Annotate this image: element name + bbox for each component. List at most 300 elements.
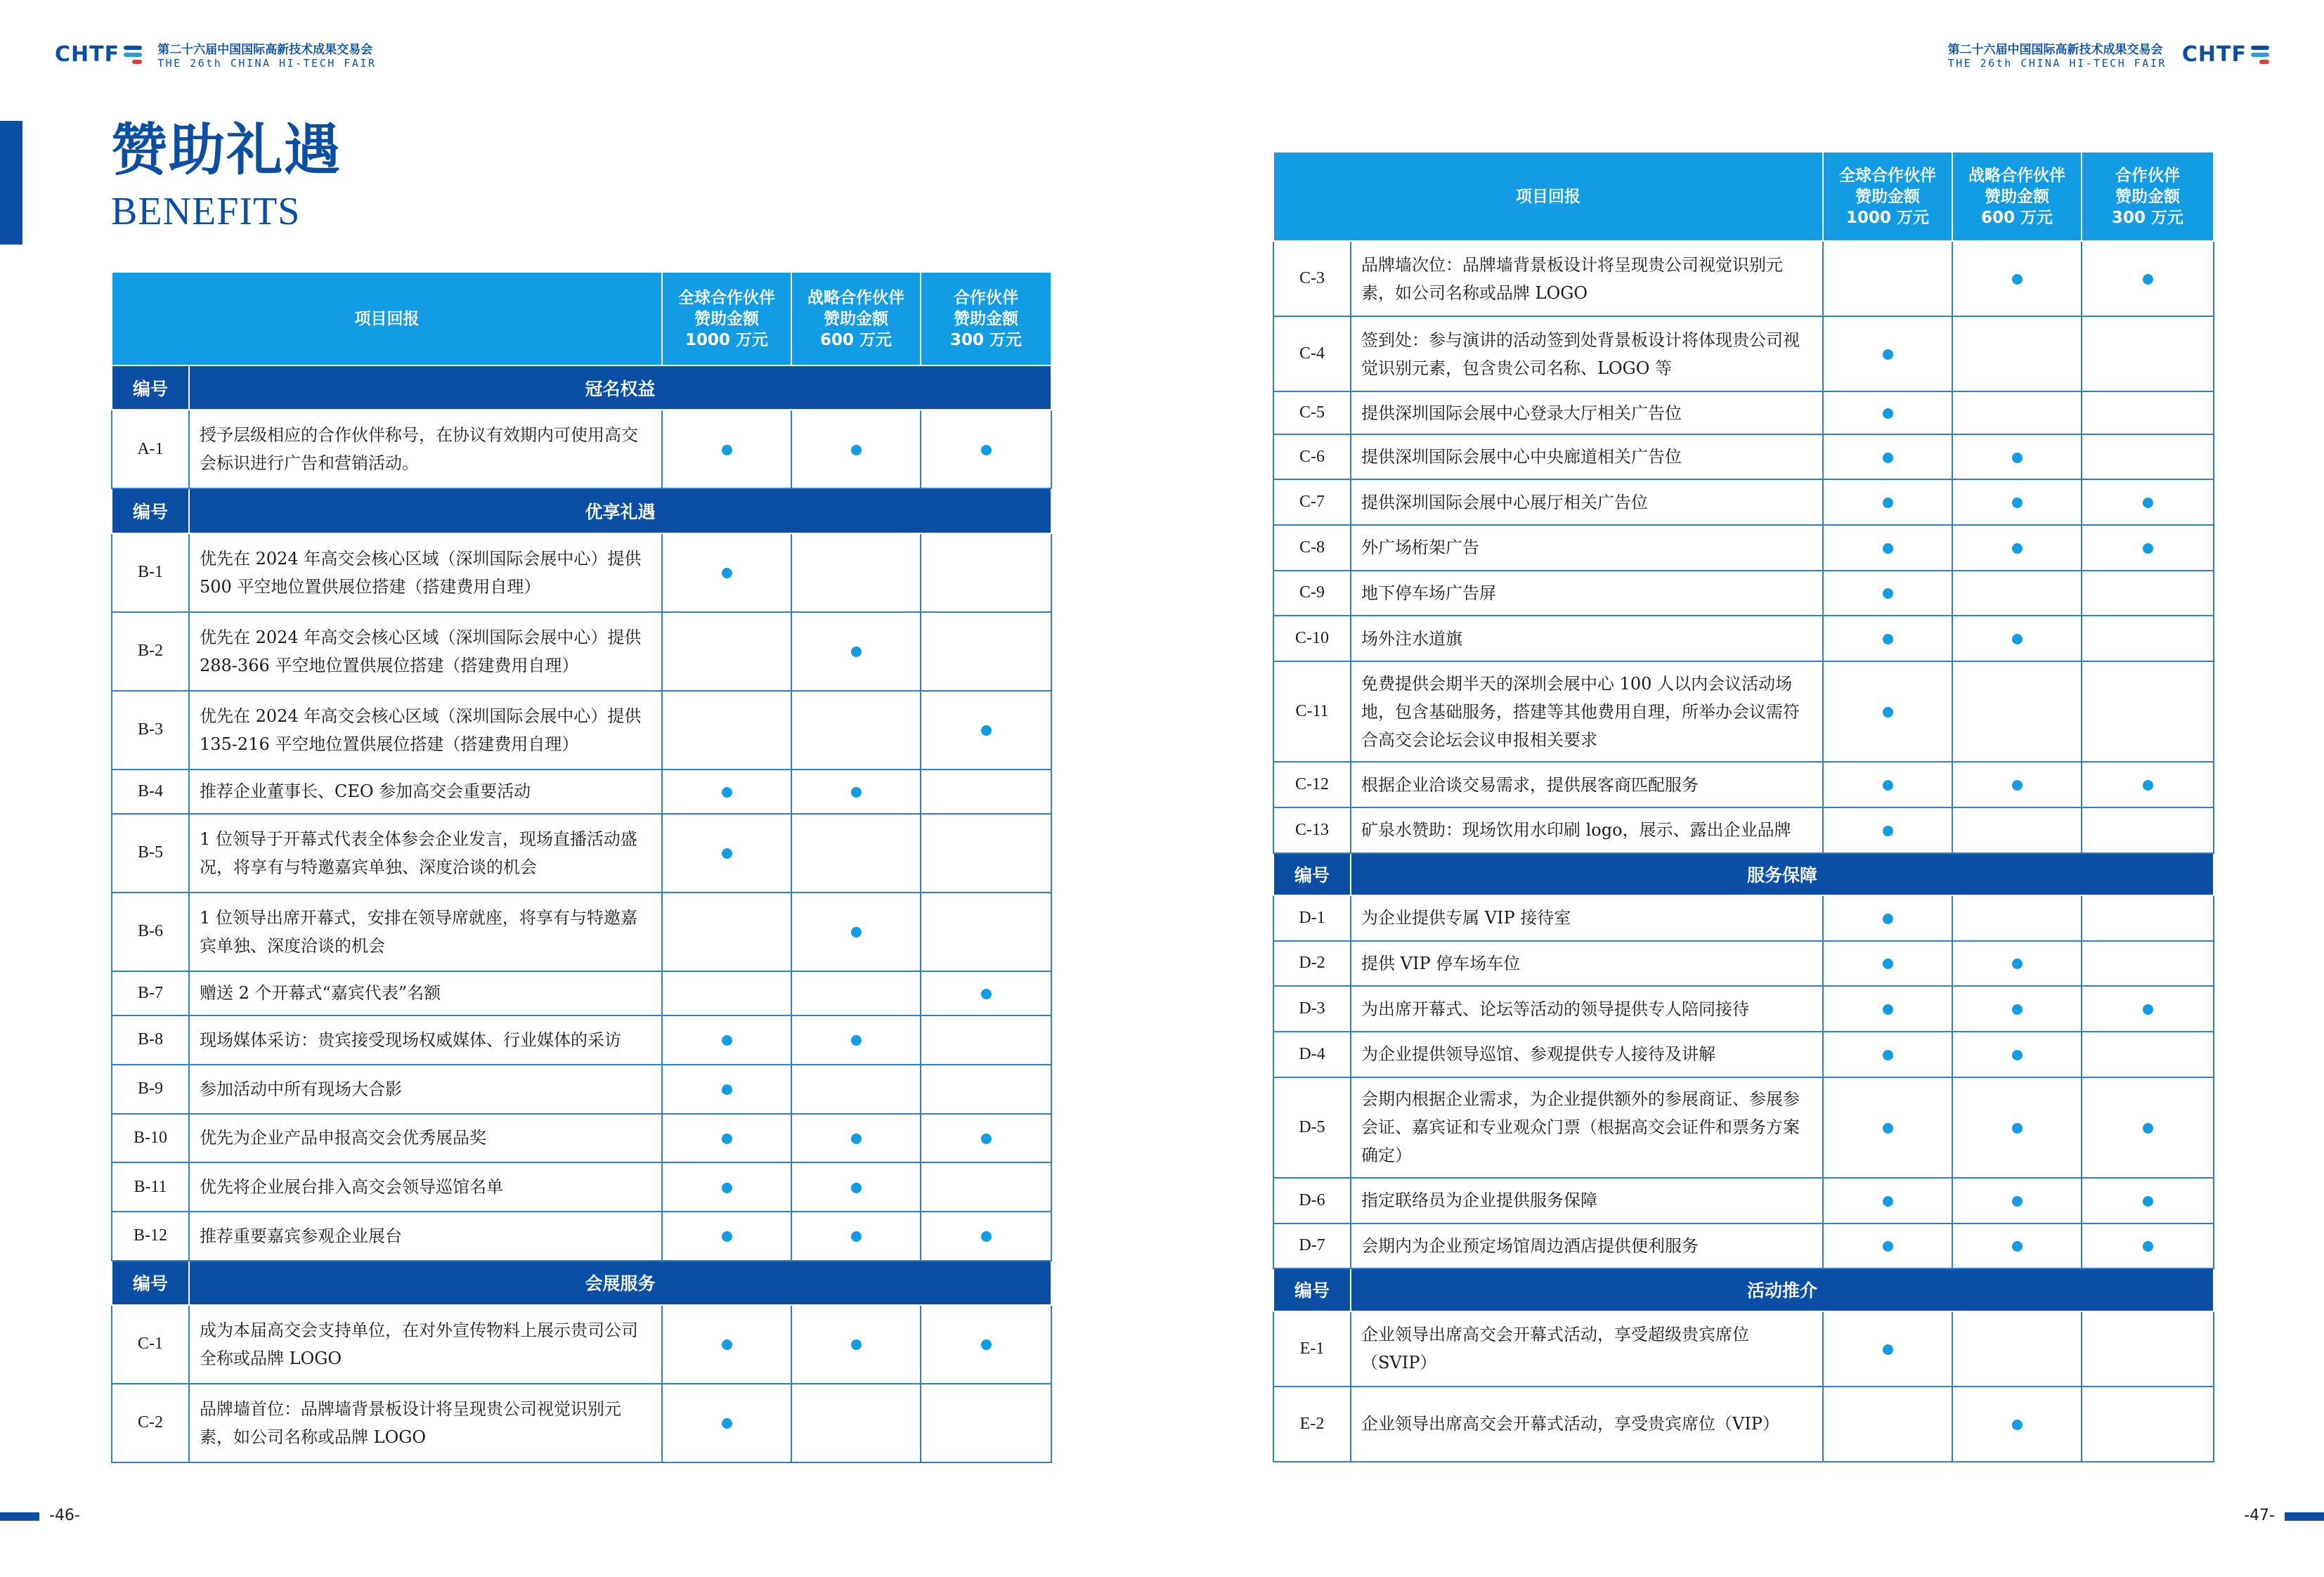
tier-3-cell — [921, 1015, 1051, 1065]
table-row — [112, 1114, 1051, 1163]
item-code: B-3 — [112, 691, 189, 770]
table-row — [1273, 241, 2214, 316]
bullet-icon — [981, 1231, 992, 1242]
tier-2-cell — [1952, 1311, 2082, 1387]
item-description: 会期内根据企业需求，为企业提供额外的参展商证、参展参会证、嘉宾证和专业观众门票（根据高交会证件和票务方案确定） — [1351, 1077, 1823, 1178]
item-code: C-11 — [1273, 661, 1351, 762]
left-page-bar — [0, 1512, 39, 1521]
table-row — [1273, 762, 2214, 807]
table-row — [1273, 986, 2214, 1032]
tier-1-cell — [662, 1305, 791, 1384]
tier-1-cell — [1823, 762, 1952, 807]
tier-1-cell — [1823, 941, 1952, 987]
item-description: 品牌墙次位：品牌墙背景板设计将呈现贵公司视觉识别元素，如公司名称或品牌 LOGO — [1351, 241, 1823, 316]
tier-2-cell — [791, 533, 921, 612]
bullet-icon — [851, 1035, 862, 1046]
header-tier-2: 战略合作伙伴 赞助金额 600 万元 — [791, 272, 921, 365]
tier-1-cell — [1823, 1224, 1952, 1269]
table-row — [112, 1065, 1051, 1114]
tier-2-cell — [791, 612, 921, 691]
bullet-icon — [1883, 1050, 1893, 1060]
item-code: D-4 — [1273, 1032, 1351, 1077]
item-description: 免费提供会期半天的深圳会展中心 100 人以内会议活动场地，包含基础服务，搭建等其他费用自理，所举办会议需符合高交会论坛会议申报相关要求 — [1351, 661, 1823, 762]
benefits-table-right — [1273, 151, 2214, 1462]
bullet-icon — [1883, 826, 1893, 836]
table-row — [112, 1305, 1051, 1384]
item-description: 1 位领导出席开幕式，安排在领导席就座，将享有与特邀嘉宾单独、深度洽谈的机会 — [189, 893, 662, 971]
tier-1-cell — [1823, 391, 1952, 434]
item-code: B-11 — [112, 1162, 189, 1212]
tier-1-cell — [1823, 434, 1952, 480]
fair-name-cn: 第二十六届中国国际高新技术成果交易会 — [157, 43, 373, 57]
tier-3-cell — [2082, 941, 2214, 987]
bullet-icon — [1883, 959, 1893, 969]
tier-2-cell — [1952, 241, 2082, 316]
bullet-icon — [722, 1231, 732, 1242]
tier-2-cell — [1952, 391, 2082, 434]
bullet-icon — [2143, 1196, 2153, 1207]
header-item: 项目回报 — [112, 272, 662, 365]
bullet-icon — [851, 647, 862, 657]
bullet-icon — [1883, 1344, 1893, 1355]
section-code-label: 编号 — [112, 488, 189, 533]
bullet-icon — [2143, 543, 2153, 554]
item-description: 指定联络员为企业提供服务保障 — [1351, 1178, 1823, 1224]
item-code: D-2 — [1273, 941, 1351, 987]
item-description: 会期内为企业预定场馆周边酒店提供便利服务 — [1351, 1224, 1823, 1269]
tier-3-cell — [2082, 241, 2214, 316]
bullet-icon — [722, 1183, 732, 1193]
tier-1-cell — [1823, 616, 1952, 661]
tier-1-cell — [662, 612, 791, 691]
item-description: 优先为企业产品申报高交会优秀展品奖 — [189, 1114, 662, 1163]
tier-2-cell — [1952, 571, 2082, 616]
tier-1-cell — [1823, 1387, 1952, 1462]
tier-2-cell — [791, 1305, 921, 1384]
item-description: 提供深圳国际会展中心登录大厅相关广告位 — [1351, 391, 1823, 434]
tier-3-cell — [921, 1162, 1051, 1212]
bullet-icon — [2012, 1050, 2023, 1060]
bullet-icon — [1883, 453, 1893, 463]
tier-3-cell — [921, 1065, 1051, 1114]
item-code: B-10 — [112, 1114, 189, 1163]
tier-3-cell — [921, 1212, 1051, 1261]
tier-3-cell — [2082, 1032, 2214, 1077]
tier-3-cell — [2082, 895, 2214, 941]
section-header-row — [1273, 853, 2214, 896]
table-row — [112, 1384, 1051, 1462]
item-description: 优先在 2024 年高交会核心区域（深圳国际会展中心）提供135-216 平空地位置供展位搭建（搭建费用自理） — [189, 691, 662, 770]
tier-3-cell — [2082, 1224, 2214, 1269]
bullet-icon — [722, 568, 732, 578]
table-header-row — [112, 272, 1051, 365]
tier-1-cell — [662, 814, 791, 893]
tier-2-cell — [1952, 1224, 2082, 1269]
tier-2-cell — [1952, 986, 2082, 1032]
bullet-icon — [1883, 634, 1893, 644]
tier-3-cell — [2082, 1387, 2214, 1462]
item-code: B-9 — [112, 1065, 189, 1114]
section-header-row — [112, 365, 1051, 410]
item-code: D-3 — [1273, 986, 1351, 1032]
tier-1-cell — [662, 533, 791, 612]
bullet-icon — [1883, 498, 1893, 508]
item-code: C-12 — [1273, 762, 1351, 807]
item-code: B-1 — [112, 533, 189, 612]
bullet-icon — [2012, 274, 2023, 285]
table-row — [1273, 895, 2214, 941]
section-title: 冠名权益 — [189, 365, 1051, 410]
header-item: 项目回报 — [1273, 152, 1823, 241]
tier-3-cell — [2082, 316, 2214, 391]
bullet-icon — [1883, 349, 1893, 360]
section-title: 服务保障 — [1351, 853, 2214, 896]
tier-1-cell — [1823, 479, 1952, 525]
item-code: D-5 — [1273, 1077, 1351, 1178]
table-row — [112, 1162, 1051, 1212]
section-title: 优享礼遇 — [189, 488, 1051, 533]
tier-1-cell — [1823, 241, 1952, 316]
tier-3-cell — [2082, 616, 2214, 661]
bullet-icon — [2143, 498, 2153, 508]
tier-2-cell — [1952, 1178, 2082, 1224]
bullet-icon — [851, 1339, 862, 1350]
bullet-icon — [851, 1183, 862, 1193]
item-description: 提供深圳国际会展中心中央廊道相关广告位 — [1351, 434, 1823, 480]
bullet-icon — [722, 1134, 732, 1144]
table-row — [1273, 434, 2214, 480]
item-code: C-8 — [1273, 525, 1351, 571]
table-row — [112, 971, 1051, 1015]
bullet-icon — [2012, 634, 2023, 644]
tier-3-cell — [921, 814, 1051, 893]
table-row — [1273, 1077, 2214, 1178]
tier-1-cell — [662, 971, 791, 1015]
bullet-icon — [851, 445, 862, 455]
section-header-row — [112, 1261, 1051, 1305]
item-description: 推荐重要嘉宾参观企业展台 — [189, 1212, 662, 1261]
item-code: C-3 — [1273, 241, 1351, 316]
table-row — [1273, 807, 2214, 853]
item-description: 场外注水道旗 — [1351, 616, 1823, 661]
tier-1-cell — [662, 410, 791, 488]
page-title-en: BENEFITS — [111, 190, 301, 233]
bullet-icon — [722, 848, 732, 859]
tier-1-cell — [1823, 1032, 1952, 1077]
item-description: 1 位领导于开幕式代表全体参会企业发言，现场直播活动盛况，将享有与特邀嘉宾单独、深度洽谈的机会 — [189, 814, 662, 893]
bullet-icon — [2143, 1004, 2153, 1015]
table-row — [1273, 571, 2214, 616]
item-code: E-2 — [1273, 1387, 1351, 1462]
item-code: D-7 — [1273, 1224, 1351, 1269]
bullet-icon — [981, 1339, 992, 1350]
tier-2-cell — [1952, 1387, 2082, 1462]
tier-3-cell — [921, 1305, 1051, 1384]
table-row — [1273, 1311, 2214, 1387]
tier-3-cell — [2082, 661, 2214, 762]
item-description: 提供深圳国际会展中心展厅相关广告位 — [1351, 479, 1823, 525]
tier-3-cell — [2082, 525, 2214, 571]
item-description: 外广场桁架广告 — [1351, 525, 1823, 571]
tier-1-cell — [662, 893, 791, 971]
right-page-number: -47- — [2244, 1507, 2275, 1524]
bullet-icon — [722, 1339, 732, 1350]
bullet-icon — [981, 725, 992, 736]
table-row — [1273, 1032, 2214, 1077]
tier-2-cell — [791, 814, 921, 893]
bullet-icon — [2012, 1420, 2023, 1430]
table-row — [112, 410, 1051, 488]
bullet-icon — [2012, 453, 2023, 463]
left-page-number: -46- — [49, 1507, 80, 1524]
tier-2-cell — [791, 1114, 921, 1163]
item-code: B-8 — [112, 1015, 189, 1065]
tier-3-cell — [2082, 1178, 2214, 1224]
bullet-icon — [2012, 498, 2023, 508]
item-code: C-1 — [112, 1305, 189, 1384]
table-row — [1273, 391, 2214, 434]
tier-2-cell — [1952, 316, 2082, 391]
item-description: 优先将企业展台排入高交会领导巡馆名单 — [189, 1162, 662, 1212]
item-description: 地下停车场广告屏 — [1351, 571, 1823, 616]
bullet-icon — [1883, 780, 1893, 791]
tier-3-cell — [921, 691, 1051, 770]
tier-2-cell — [1952, 479, 2082, 525]
bullet-icon — [851, 787, 862, 798]
tier-2-cell — [791, 1065, 921, 1114]
bullet-icon — [2012, 1241, 2023, 1252]
table-row — [112, 691, 1051, 770]
section-header-row — [1273, 1268, 2214, 1311]
tier-1-cell — [1823, 807, 1952, 853]
item-code: C-2 — [112, 1384, 189, 1462]
item-description: 品牌墙首位：品牌墙背景板设计将呈现贵公司视觉识别元素，如公司名称或品牌 LOGO — [189, 1384, 662, 1462]
item-code: B-7 — [112, 971, 189, 1015]
tier-1-cell — [1823, 986, 1952, 1032]
tier-1-cell — [662, 1015, 791, 1065]
tier-2-cell — [1952, 661, 2082, 762]
bullet-icon — [722, 1418, 732, 1429]
tier-2-cell — [791, 971, 921, 1015]
bullet-icon — [981, 445, 992, 455]
header-tier-3: 合作伙伴 赞助金额 300 万元 — [921, 272, 1051, 365]
tier-2-cell — [1952, 807, 2082, 853]
bullet-icon — [722, 1035, 732, 1046]
tier-3-cell — [2082, 762, 2214, 807]
table-row — [112, 814, 1051, 893]
page-title-cn: 赞助礼遇 — [111, 117, 342, 183]
tier-1-cell — [1823, 895, 1952, 941]
table-header-row — [1273, 152, 2214, 241]
chtf-logo-right: CHTF — [2182, 42, 2269, 67]
item-code: B-5 — [112, 814, 189, 893]
item-code: A-1 — [112, 410, 189, 488]
bullet-icon — [2012, 959, 2023, 969]
header-tier-1: 全球合作伙伴 赞助金额 1000 万元 — [1823, 152, 1952, 241]
left-side-bar — [0, 121, 22, 245]
right-header — [1948, 39, 2269, 70]
tier-1-cell — [662, 691, 791, 770]
tier-3-cell — [2082, 391, 2214, 434]
tier-2-cell — [791, 1212, 921, 1261]
table-row — [1273, 525, 2214, 571]
item-code: C-4 — [1273, 316, 1351, 391]
tier-1-cell — [1823, 1178, 1952, 1224]
table-row — [1273, 941, 2214, 987]
bullet-icon — [722, 787, 732, 798]
header-tier-3: 合作伙伴 赞助金额 300 万元 — [2082, 152, 2214, 241]
item-description: 参加活动中所有现场大合影 — [189, 1065, 662, 1114]
item-description: 授予层级相应的合作伙伴称号，在协议有效期内可使用高交会标识进行广告和营销活动。 — [189, 410, 662, 488]
tier-3-cell — [2082, 1077, 2214, 1178]
bullet-icon — [2143, 274, 2153, 285]
bullet-icon — [2012, 1004, 2023, 1015]
item-description: 成为本届高交会支持单位，在对外宣传物料上展示贵司公司全称或品牌 LOGO — [189, 1305, 662, 1384]
item-code: E-1 — [1273, 1311, 1351, 1387]
tier-2-cell — [1952, 1077, 2082, 1178]
section-title: 会展服务 — [189, 1261, 1051, 1305]
tier-3-cell — [921, 1114, 1051, 1163]
item-code: C-6 — [1273, 434, 1351, 480]
tier-3-cell — [2082, 807, 2214, 853]
bullet-icon — [2143, 1123, 2153, 1134]
tier-2-cell — [1952, 762, 2082, 807]
table-row — [112, 770, 1051, 814]
item-description: 为企业提供专属 VIP 接待室 — [1351, 895, 1823, 941]
table-row — [112, 893, 1051, 971]
bullet-icon — [722, 445, 732, 455]
tier-3-cell — [921, 410, 1051, 488]
bullet-icon — [1883, 1241, 1893, 1252]
item-code: C-5 — [1273, 391, 1351, 434]
tier-1-cell — [1823, 661, 1952, 762]
bullet-icon — [1883, 408, 1893, 419]
bullet-icon — [1883, 543, 1893, 554]
chtf-logo-mark-icon — [124, 46, 142, 64]
tier-1-cell — [662, 1065, 791, 1114]
section-header-row — [112, 488, 1051, 533]
bullet-icon — [2012, 780, 2023, 791]
tier-3-cell — [921, 893, 1051, 971]
tier-1-cell — [662, 1212, 791, 1261]
table-row — [1273, 616, 2214, 661]
tier-2-cell — [791, 1015, 921, 1065]
section-title: 活动推介 — [1351, 1268, 2214, 1311]
table-row — [112, 1212, 1051, 1261]
bullet-icon — [1883, 1123, 1893, 1134]
right-page-bar — [2285, 1512, 2324, 1521]
item-code: B-4 — [112, 770, 189, 814]
bullet-icon — [2012, 1196, 2023, 1207]
table-row — [1273, 479, 2214, 525]
table-row — [112, 1015, 1051, 1065]
table-row — [1273, 1224, 2214, 1269]
tier-3-cell — [2082, 434, 2214, 480]
tier-3-cell — [921, 612, 1051, 691]
tier-2-cell — [791, 1384, 921, 1462]
item-code: B-6 — [112, 893, 189, 971]
chtf-logo-mark-icon-right — [2251, 46, 2269, 64]
chtf-logo: CHTF — [55, 42, 142, 67]
table-row — [112, 612, 1051, 691]
item-description: 企业领导出席高交会开幕式活动，享受贵宾席位（VIP） — [1351, 1387, 1823, 1462]
tier-2-cell — [791, 410, 921, 488]
item-description: 推荐企业董事长、CEO 参加高交会重要活动 — [189, 770, 662, 814]
item-code: C-10 — [1273, 616, 1351, 661]
tier-2-cell — [791, 691, 921, 770]
table-row — [112, 533, 1051, 612]
left-header — [55, 39, 376, 70]
bullet-icon — [851, 1231, 862, 1242]
item-description: 企业领导出席高交会开幕式活动，享受超级贵宾席位（SVIP） — [1351, 1311, 1823, 1387]
tier-2-cell — [1952, 525, 2082, 571]
item-code: C-7 — [1273, 479, 1351, 525]
bullet-icon — [2143, 1241, 2153, 1252]
fair-name-cn-right: 第二十六届中国国际高新技术成果交易会 — [1947, 43, 2163, 57]
item-description: 为企业提供领导巡馆、参观提供专人接待及讲解 — [1351, 1032, 1823, 1077]
tier-3-cell — [921, 971, 1051, 1015]
bullet-icon — [1883, 1196, 1893, 1207]
tier-1-cell — [1823, 1077, 1952, 1178]
table-row — [1273, 661, 2214, 762]
item-description: 赠送 2 个开幕式“嘉宾代表”名额 — [189, 971, 662, 1015]
tier-1-cell — [662, 1384, 791, 1462]
tier-3-cell — [921, 1384, 1051, 1462]
item-description: 为出席开幕式、论坛等活动的领导提供专人陪同接待 — [1351, 986, 1823, 1032]
bullet-icon — [851, 1134, 862, 1144]
tier-3-cell — [2082, 986, 2214, 1032]
header-tier-1: 全球合作伙伴 赞助金额 1000 万元 — [662, 272, 791, 365]
fair-name-en-right: THE 26th CHINA HI-TECH FAIR — [1947, 57, 2167, 70]
tier-2-cell — [791, 770, 921, 814]
bullet-icon — [2012, 1123, 2023, 1134]
item-description: 提供 VIP 停车场车位 — [1351, 941, 1823, 987]
bullet-icon — [981, 989, 992, 999]
section-code-label: 编号 — [112, 365, 189, 410]
tier-1-cell — [662, 1114, 791, 1163]
tier-2-cell — [1952, 434, 2082, 480]
tier-2-cell — [1952, 941, 2082, 987]
item-description: 签到处：参与演讲的活动签到处背景板设计将体现贵公司视觉识别元素，包含贵公司名称、LOGO 等 — [1351, 316, 1823, 391]
item-code: C-13 — [1273, 807, 1351, 853]
item-code: D-6 — [1273, 1178, 1351, 1224]
table-row — [1273, 316, 2214, 391]
tier-1-cell — [1823, 316, 1952, 391]
item-description: 优先在 2024 年高交会核心区域（深圳国际会展中心）提供500 平空地位置供展位搭建（搭建费用自理） — [189, 533, 662, 612]
tier-3-cell — [921, 770, 1051, 814]
tier-3-cell — [2082, 479, 2214, 525]
bullet-icon — [2143, 780, 2153, 791]
bullet-icon — [851, 927, 862, 937]
item-code: C-9 — [1273, 571, 1351, 616]
item-description: 现场媒体采访：贵宾接受现场权威媒体、行业媒体的采访 — [189, 1015, 662, 1065]
section-code-label: 编号 — [1273, 853, 1351, 896]
item-description: 根据企业洽谈交易需求，提供展客商匹配服务 — [1351, 762, 1823, 807]
tier-2-cell — [1952, 895, 2082, 941]
bullet-icon — [722, 1084, 732, 1095]
bullet-icon — [981, 1134, 992, 1144]
tier-1-cell — [662, 1162, 791, 1212]
section-code-label: 编号 — [1273, 1268, 1351, 1311]
tier-3-cell — [2082, 571, 2214, 616]
table-row — [1273, 1387, 2214, 1462]
tier-1-cell — [1823, 525, 1952, 571]
tier-1-cell — [1823, 571, 1952, 616]
bullet-icon — [1883, 914, 1893, 924]
bullet-icon — [1883, 1004, 1893, 1015]
item-code: D-1 — [1273, 895, 1351, 941]
tier-1-cell — [662, 770, 791, 814]
